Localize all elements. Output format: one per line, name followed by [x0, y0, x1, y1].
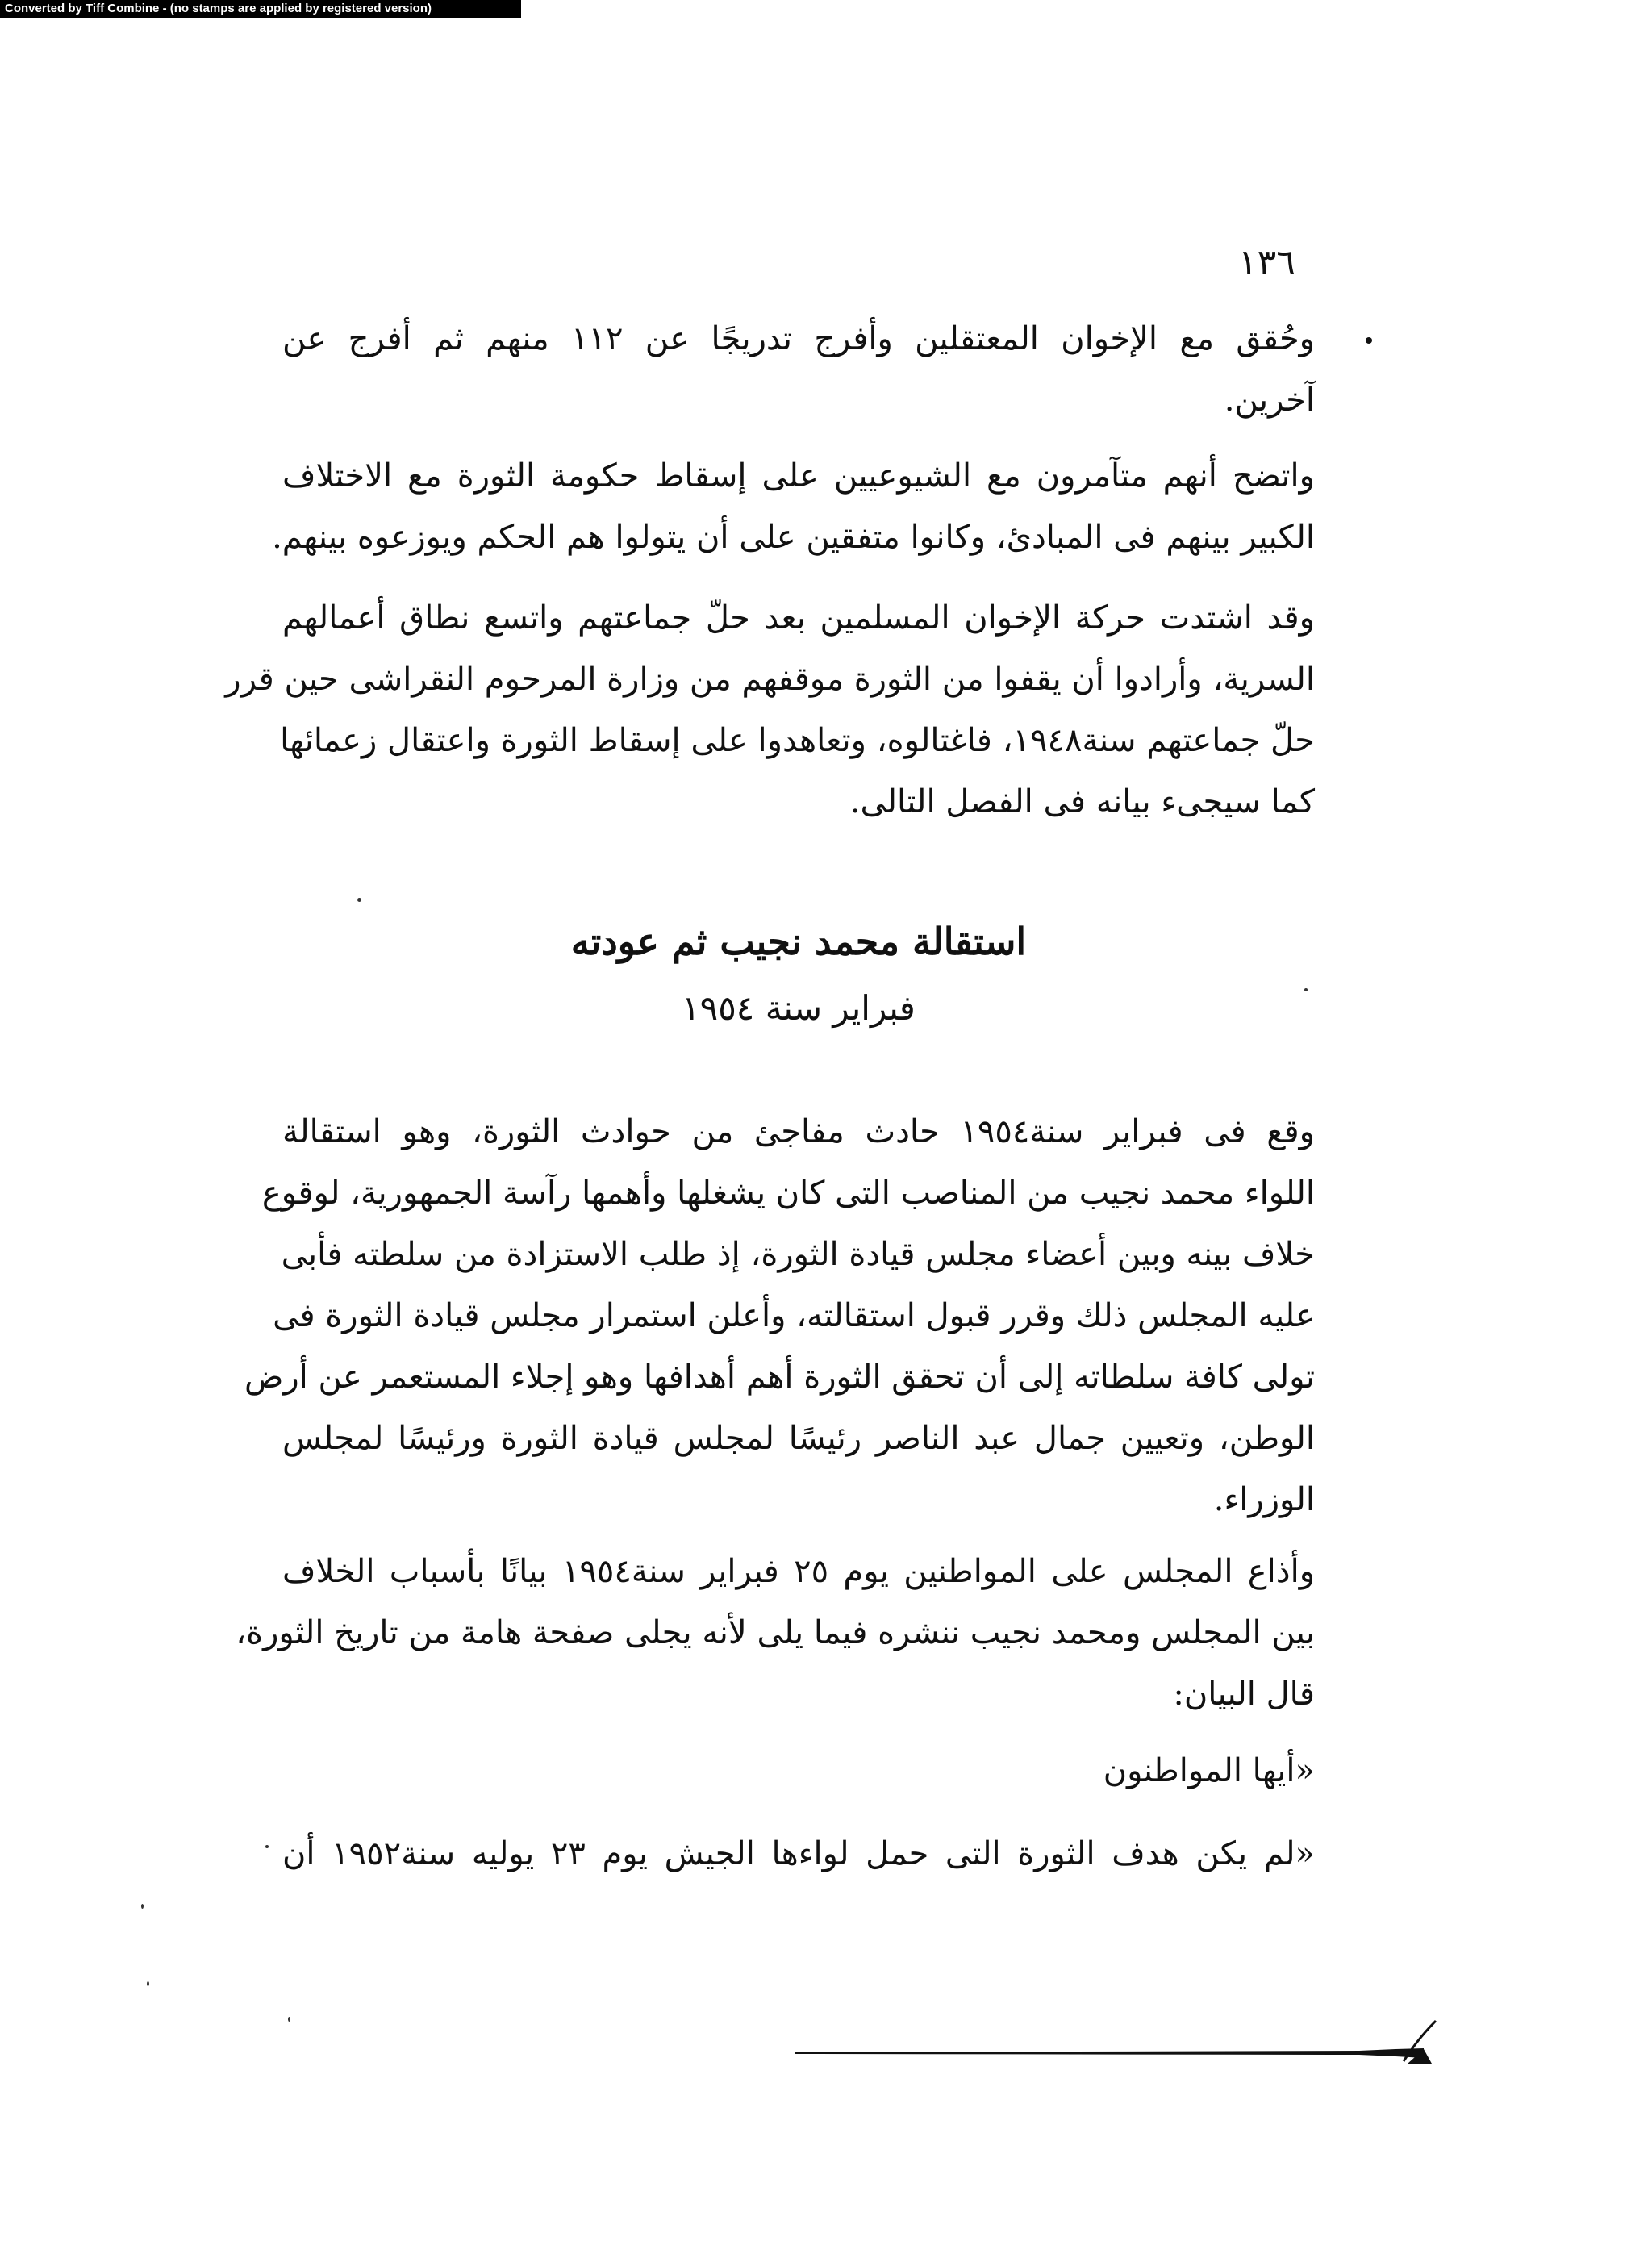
text-line: «لم يكن هدف الثورة التى حمل لواءها الجيش يوم ٢٣ يوليه سنة١٩٥٢ أن [282, 1835, 1315, 1872]
text-line: الوزراء. [1213, 1481, 1315, 1518]
text-line: واتضح أنهم متآمرون مع الشيوعيين على إسقاط حكومة الثورة مع الاختلاف [282, 457, 1315, 495]
page-number: ١٣٦ [1238, 242, 1295, 283]
text-line: اللواء محمد نجيب من المناصب التى كان يشغلها وأهمها رآسة الجمهورية، لوقوع [261, 1175, 1315, 1212]
text-line: كما سيجىء بيانه فى الفصل التالى. [849, 783, 1315, 820]
paragraph-6 [282, 1740, 1315, 1801]
ornamental-rule [795, 2048, 1424, 2058]
scan-speck [1304, 988, 1308, 991]
text-line: وأذاع المجلس على المواطنين يوم ٢٥ فبراير سنة١٩٥٤ بيانًا بأسباب الخلاف [282, 1553, 1316, 1590]
text-line: وحُقق مع الإخوان المعتقلين وأفرج تدريجًا عن ١١٢ منهم ثم أفرج عن [282, 320, 1316, 357]
text-line: خلاف بينه وبين أعضاء مجلس قيادة الثورة، إذ طلب الاستزادة من سلطته فأبى [281, 1236, 1315, 1273]
paragraph-7 [282, 1823, 1315, 1885]
text-line: بين المجلس ومحمد نجيب ننشره فيما يلى لأنه يجلى صفحة هامة من تاريخ الثورة، [236, 1614, 1315, 1651]
scan-speck [147, 1981, 149, 1986]
paragraph-2 [272, 445, 1315, 568]
text-line: الكبير بينهم فى المبادئ، وكانوا متفقين على أن يتولوا هم الحكم ويوزعوه بينهم. [272, 519, 1315, 556]
converter-banner: Converted by Tiff Combine - (no stamps are applied by registered version) [0, 0, 521, 18]
text-line: عليه المجلس ذلك وقرر قبول استقالته، وأعلن استمرار مجلس قيادة الثورة فى [273, 1297, 1315, 1334]
paragraph-1 [282, 308, 1315, 431]
scan-speck [141, 1904, 144, 1909]
paragraph-4 [244, 1101, 1315, 1530]
text-line: تولى كافة سلطاته إلى أن تحقق الثورة أهم أهدافها وهو إجلاء المستعمر عن أرض [244, 1359, 1315, 1396]
paragraph-5 [236, 1541, 1316, 1725]
scan-speck [357, 898, 361, 902]
text-line: السرية، وأرادوا أن يقفوا من الثورة موقفهم من وزارة المرحوم النقراشى حين قرر [225, 661, 1315, 698]
section-subheading: فبراير سنة ١٩٥٤ [682, 988, 916, 1028]
text-line: حلّ جماعتهم سنة١٩٤٨، فاغتالوه، وتعاهدوا على إسقاط الثورة واعتقال زعمائها [280, 722, 1315, 759]
text-line: قال البيان: [1173, 1676, 1315, 1713]
text-line: وقد اشتدت حركة الإخوان المسلمين بعد حلّ جماعتهم واتسع نطاق أعمالهم [282, 599, 1315, 637]
section-heading: استقالة محمد نجيب ثم عودته [570, 920, 1027, 963]
text-line: وقع فى فبراير سنة١٩٥٤ حادث مفاجئ من حوادث الثورة، وهو استقالة [282, 1113, 1315, 1150]
paragraph-3 [225, 587, 1315, 833]
text-line: آخرين. [1224, 382, 1315, 419]
scan-speck [265, 1845, 269, 1848]
margin-dot [1366, 337, 1372, 344]
scan-speck [288, 2017, 290, 2022]
text-line: الوطن، وتعيين جمال عبد الناصر رئيسًا لمجلس قيادة الثورة ورئيسًا لمجلس [282, 1420, 1315, 1457]
rule-flourish [1400, 2017, 1440, 2065]
text-line: «أيها المواطنون [1103, 1752, 1315, 1789]
